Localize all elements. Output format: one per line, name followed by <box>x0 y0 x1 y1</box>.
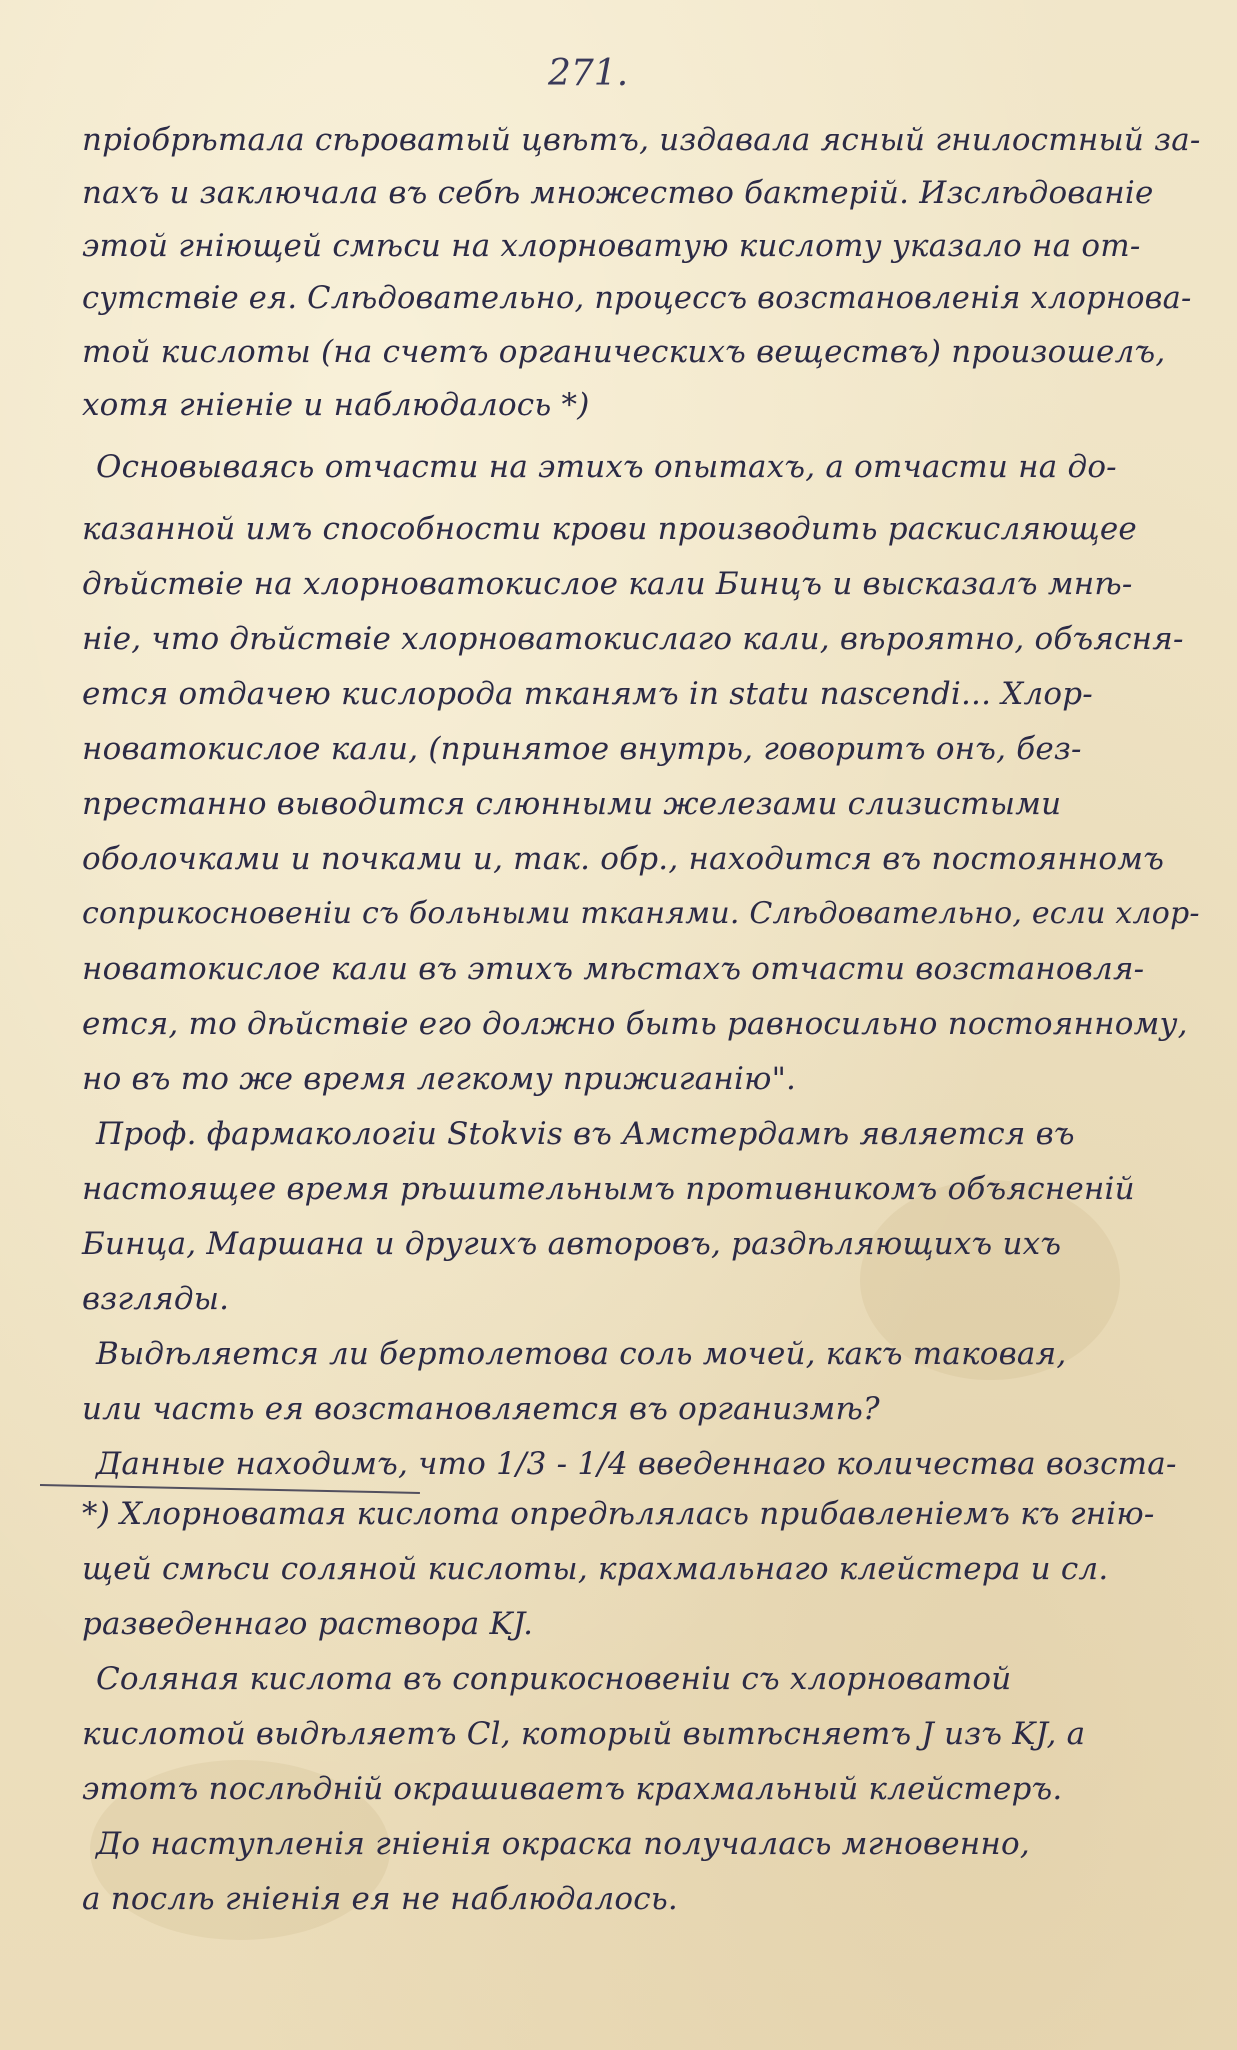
body-line: пріобрѣтала сѣроватый цвѣтъ, издавала ясный гнилостный за- <box>82 122 1201 158</box>
body-line: сутствіе ея. Слѣдовательно, процессъ возстановленія хлорнова- <box>82 281 1192 316</box>
body-line: пахъ и заключала въ себѣ множество бактерій. Изслѣдованіе <box>82 175 1154 211</box>
paragraph-start-line: Основываясь отчасти на этихъ опытахъ, а отчасти на до- <box>96 449 1117 485</box>
footnote-line: *) Хлорноватая кислота опредѣлялась прибавленіемъ къ гнію- <box>82 1496 1155 1532</box>
body-line: взгляды. <box>82 1281 230 1317</box>
body-line: казанной имъ способности крови производить раскисляющее <box>82 511 1137 547</box>
footnote-line: До наступленія гніенія окраска получалась мгновенно, <box>96 1826 1030 1862</box>
body-line: престанно выводится слюнными железами слизистыми <box>82 786 1062 822</box>
body-line: хотя гніеніе и наблюдалось *) <box>82 387 590 423</box>
paragraph-start-line: Данные находимъ, что 1/3 - 1/4 введеннаго количества возста- <box>96 1446 1177 1482</box>
body-line: или часть ея возстановляется въ организмѣ? <box>82 1391 880 1427</box>
body-line: Бинца, Маршана и другихъ авторовъ, раздѣляющихъ ихъ <box>82 1226 1062 1262</box>
footnote-line: щей смѣси соляной кислоты, крахмальнаго клейстера и сл. <box>82 1551 1109 1587</box>
footnote-line: разведеннаго раствора KJ. <box>82 1606 534 1642</box>
paragraph-start-line: Выдѣляется ли бертолетова соль мочей, какъ таковая, <box>96 1336 1067 1372</box>
body-line: дѣйствіе на хлорноватокислое кали Бинцъ и высказалъ мнѣ- <box>82 566 1133 602</box>
body-line: соприкосновеніи съ больными тканями. Слѣдовательно, если хлор- <box>82 896 1200 931</box>
footnote-line: а послѣ гніенія ея не наблюдалось. <box>82 1881 678 1917</box>
footnote-line: этотъ послѣдній окрашиваетъ крахмальный клейстеръ. <box>82 1771 1063 1807</box>
body-line: ется отдачею кислорода тканямъ in statu nascendi... Хлор- <box>82 676 1093 712</box>
body-line: той кислоты (на счетъ органическихъ веществъ) произошелъ, <box>82 334 1166 370</box>
page-number: 271. <box>548 53 629 94</box>
body-line: новатокислое кали, (принятое внутрь, говоритъ онъ, без- <box>82 731 1082 767</box>
body-line: этой гніющей смѣси на хлорноватую кислоту указало на от- <box>82 228 1141 264</box>
body-line: новатокислое кали въ этихъ мѣстахъ отчасти возстановля- <box>82 951 1145 987</box>
footnote-line: Соляная кислота въ соприкосновеніи съ хлорноватой <box>96 1661 1012 1697</box>
body-line: но въ то же время легкому прижиганію". <box>82 1061 797 1097</box>
body-line: настоящее время рѣшительнымъ противникомъ объясненій <box>82 1171 1135 1207</box>
body-line: ется, то дѣйствіе его должно быть равносильно постоянному, <box>82 1006 1188 1042</box>
paragraph-start-line: Проф. фармакологіи Stokvis въ Амстердамѣ является въ <box>96 1116 1075 1152</box>
body-line: ніе, что дѣйствіе хлорноватокислаго кали, вѣроятно, объясня- <box>82 621 1184 657</box>
body-line: оболочками и почками и, так. обр., находится въ постоянномъ <box>82 841 1165 877</box>
footnote-line: кислотой выдѣляетъ Cl, который вытѣсняетъ J изъ KJ, а <box>82 1716 1086 1752</box>
footnote-separator <box>40 1484 420 1494</box>
